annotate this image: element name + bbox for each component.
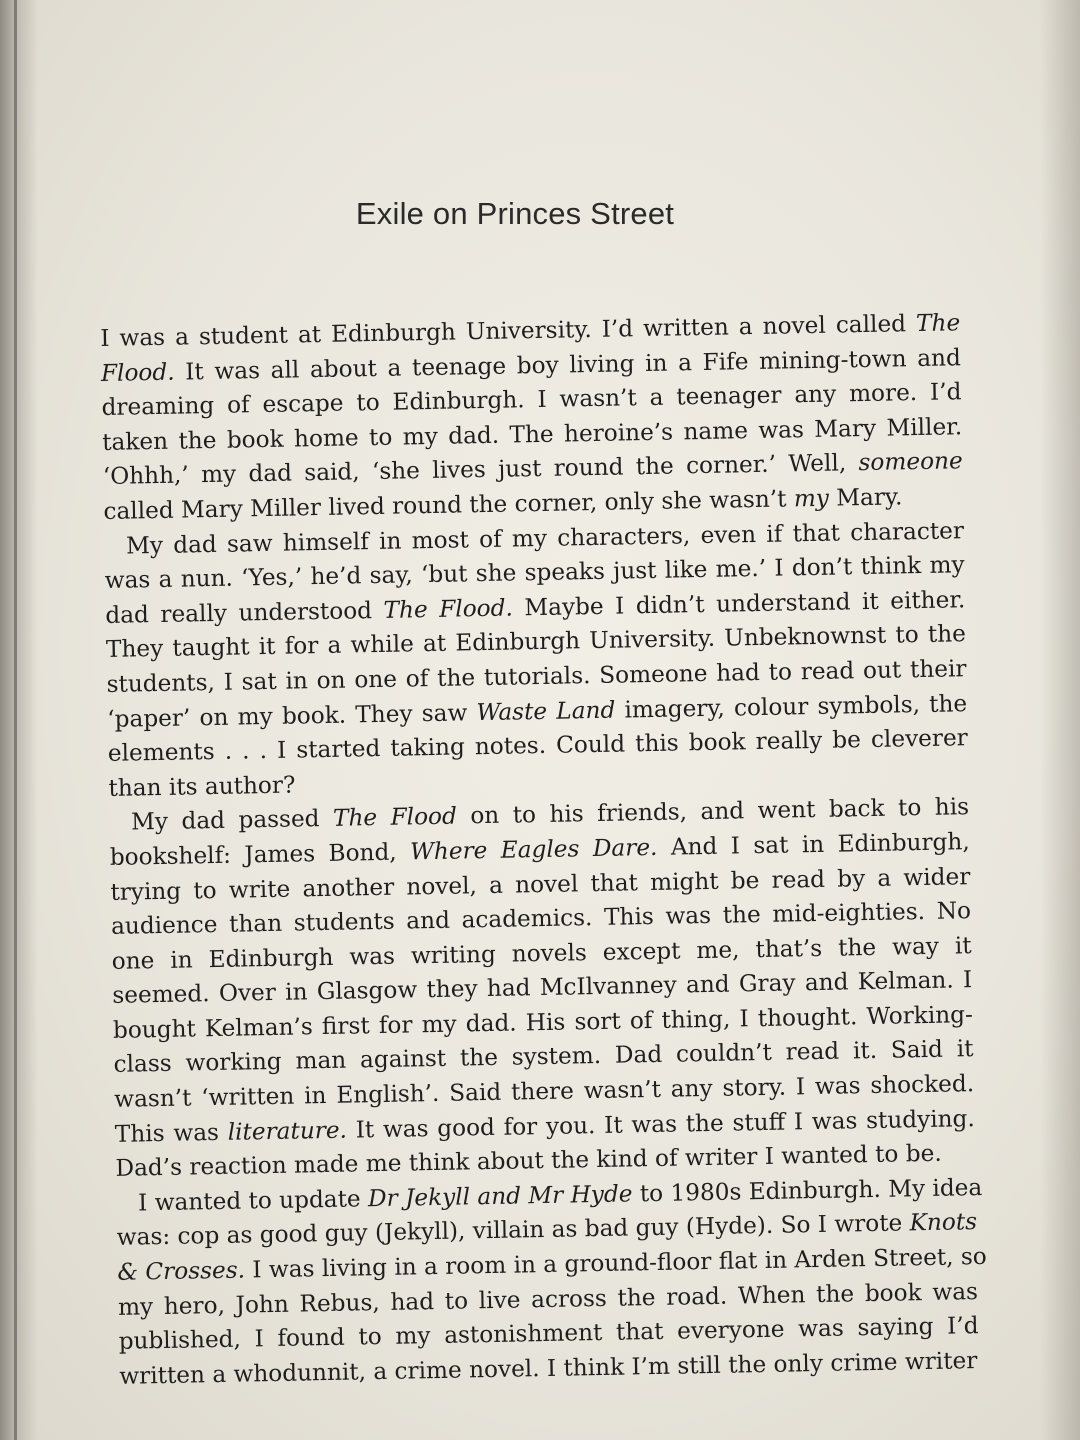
- text-segment: students, I sat in on one of the tutorials. Someone had to read out their: [106, 655, 967, 698]
- italic-title: Where Eagles Dare.: [409, 833, 658, 866]
- italic-title: Flood.: [100, 358, 175, 387]
- italic-title: someone: [858, 447, 963, 477]
- text-segment: imagery, colour symbols, the: [615, 689, 968, 724]
- page-edge-shadow: [1040, 0, 1080, 1440]
- italic-title: literature.: [227, 1116, 348, 1146]
- text-segment: Maybe I didn’t understand it either.: [512, 585, 966, 622]
- text-segment: class working man against the system. Dad couldn’t read it. Said it: [113, 1035, 974, 1079]
- text-segment: dad really understood: [105, 596, 384, 629]
- text-segment: trying to write another novel, a novel that might be read by a wider: [110, 862, 971, 906]
- text-segment: was: cop as good guy (Jekyll), villain as bad guy (Hyde). So I wrote: [116, 1209, 910, 1252]
- text-segment: seemed. Over in Glasgow they had McIlvanney and Gray and Kelman. I: [112, 966, 973, 1010]
- text-segment: called Mary Miller lived round the corner, only she wasn’t: [103, 485, 795, 525]
- body-text: [100, 306, 987, 1394]
- text-segment: I wanted to update: [137, 1185, 369, 1217]
- paragraph: [109, 790, 976, 1186]
- italic-title: The: [915, 309, 961, 338]
- italic-title: Dr Jekyll and Mr Hyde: [367, 1180, 633, 1213]
- text-segment: audience than students and academics. This was the mid-eighties. No: [110, 897, 972, 940]
- text-segment: ‘paper’ on my book. They saw: [107, 698, 477, 733]
- text-segment: bought Kelman’s first for my dad. His sort of thing, I thought. Working-: [112, 1000, 974, 1044]
- text-segment: This was: [114, 1118, 228, 1148]
- chapter-title: Exile on Princes Street: [355, 196, 675, 231]
- italic-title: Waste Land: [476, 696, 616, 726]
- text-segment: And I sat in Edinburgh,: [657, 828, 970, 861]
- italic-title: & Crosses.: [117, 1256, 246, 1286]
- text-segment: written a whodunnit, a crime novel. I think I’m still the only crime writer: [119, 1346, 978, 1390]
- text-segment: than its author?: [108, 771, 296, 802]
- text-segment: elements . . . I started taking notes. Could this book really be cleverer: [107, 724, 969, 768]
- text-segment: Mary.: [828, 483, 903, 512]
- text-segment: ‘Ohhh,’ my dad said, ‘she lives just round the corner.’ Well,: [102, 449, 859, 491]
- text-segment: to 1980s Edinburgh. My idea: [632, 1173, 983, 1208]
- text-segment: was a nun. ‘Yes,’ he’d say, ‘but she speaks just like me.’ I don’t think my: [104, 551, 965, 595]
- text-segment: They taught it for a while at Edinburgh University. Unbeknownst to the: [105, 620, 967, 664]
- paragraph: [116, 1171, 987, 1394]
- italic-title: The Flood.: [383, 594, 514, 624]
- text-segment: My dad saw himself in most of my characters, even if that character: [125, 516, 965, 560]
- italic-title: my: [793, 484, 830, 513]
- text-segment: It was all about a teenage boy living in a Fife mining-town and: [174, 343, 962, 386]
- text-segment: dreaming of escape to Edinburgh. I wasn’t a teenager any more. I’d: [101, 378, 962, 422]
- text-segment: taken the book home to my dad. The heroine’s name was Mary Miller.: [101, 413, 963, 456]
- text-segment: I was a student at Edinburgh University. I’d written a novel called: [100, 310, 917, 352]
- text-segment: bookshelf: James Bond,: [109, 838, 411, 871]
- text-segment: Dad’s reaction made me think about the kind of writer I wanted to be.: [115, 1139, 942, 1183]
- text-segment: one in Edinburgh was writing novels except me, that’s the way it: [111, 931, 972, 975]
- text-segment: my hero, John Rebus, had to live across the road. When the book was: [117, 1277, 979, 1321]
- text-segment: on to his friends, and went back to his: [456, 793, 970, 830]
- text-segment: It was good for you. It was the stuff I was studying.: [346, 1104, 975, 1144]
- text-segment: wasn’t ‘written in English’. Said there wasn’t any story. I was shocked.: [114, 1070, 975, 1113]
- paragraph: [104, 514, 969, 806]
- italic-title: The Flood: [332, 802, 458, 833]
- text-segment: published, I found to my astonishment that everyone was saying I’d: [118, 1312, 979, 1356]
- text-segment: I was living in a room in a ground-floor flat in Arden Street, so: [244, 1242, 987, 1284]
- paragraph: [100, 306, 964, 529]
- text-segment: My dad passed: [130, 805, 334, 836]
- italic-title: Knots: [909, 1208, 978, 1237]
